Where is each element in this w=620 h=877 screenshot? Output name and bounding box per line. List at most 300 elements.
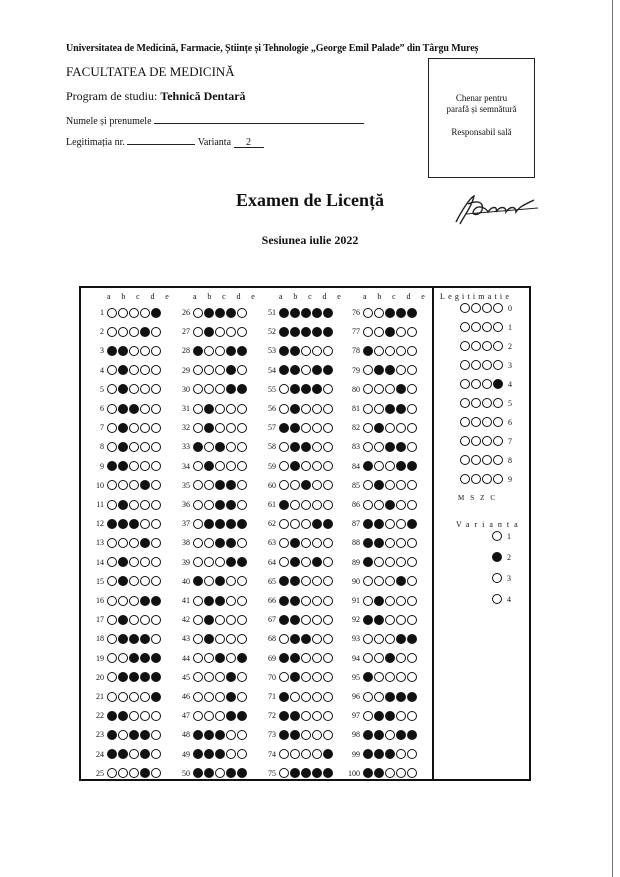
answer-bubble[interactable] — [312, 365, 322, 375]
answer-bubble[interactable] — [323, 576, 333, 586]
answer-bubble[interactable] — [407, 480, 417, 490]
answer-bubble[interactable] — [323, 730, 333, 740]
answer-bubble[interactable] — [193, 404, 203, 414]
answer-bubble[interactable] — [151, 404, 161, 414]
answer-bubble[interactable] — [301, 576, 311, 586]
answer-bubble[interactable] — [374, 768, 384, 778]
answer-bubble[interactable] — [118, 596, 128, 606]
answer-bubble[interactable] — [407, 461, 417, 471]
answer-bubble[interactable] — [193, 653, 203, 663]
answer-bubble[interactable] — [385, 423, 395, 433]
answer-bubble[interactable] — [204, 653, 214, 663]
answer-bubble[interactable] — [374, 692, 384, 702]
answer-bubble[interactable] — [151, 576, 161, 586]
answer-bubble[interactable] — [396, 423, 406, 433]
answer-bubble[interactable] — [226, 442, 236, 452]
answer-bubble[interactable] — [226, 576, 236, 586]
answer-bubble[interactable] — [118, 615, 128, 625]
answer-bubble[interactable] — [140, 404, 150, 414]
answer-bubble[interactable] — [193, 557, 203, 567]
answer-bubble[interactable] — [301, 653, 311, 663]
answer-bubble[interactable] — [374, 365, 384, 375]
answer-bubble[interactable] — [107, 538, 117, 548]
legitimatie-bubble[interactable] — [471, 455, 481, 465]
legitimatie-bubble[interactable] — [493, 322, 503, 332]
answer-bubble[interactable] — [374, 423, 384, 433]
answer-bubble[interactable] — [215, 692, 225, 702]
answer-bubble[interactable] — [107, 442, 117, 452]
answer-bubble[interactable] — [226, 538, 236, 548]
answer-bubble[interactable] — [407, 538, 417, 548]
answer-bubble[interactable] — [151, 365, 161, 375]
answer-bubble[interactable] — [204, 384, 214, 394]
answer-bubble[interactable] — [363, 711, 373, 721]
answer-bubble[interactable] — [215, 711, 225, 721]
answer-bubble[interactable] — [396, 404, 406, 414]
answer-bubble[interactable] — [129, 768, 139, 778]
answer-bubble[interactable] — [226, 308, 236, 318]
answer-bubble[interactable] — [140, 711, 150, 721]
answer-bubble[interactable] — [323, 672, 333, 682]
answer-bubble[interactable] — [312, 480, 322, 490]
answer-bubble[interactable] — [226, 749, 236, 759]
answer-bubble[interactable] — [312, 653, 322, 663]
answer-bubble[interactable] — [151, 519, 161, 529]
answer-bubble[interactable] — [129, 327, 139, 337]
answer-bubble[interactable] — [290, 519, 300, 529]
answer-bubble[interactable] — [279, 538, 289, 548]
answer-bubble[interactable] — [129, 404, 139, 414]
answer-bubble[interactable] — [374, 480, 384, 490]
answer-bubble[interactable] — [140, 615, 150, 625]
legitimatie-bubble[interactable] — [493, 341, 503, 351]
answer-bubble[interactable] — [129, 461, 139, 471]
answer-bubble[interactable] — [279, 404, 289, 414]
answer-bubble[interactable] — [290, 346, 300, 356]
answer-bubble[interactable] — [118, 404, 128, 414]
answer-bubble[interactable] — [407, 615, 417, 625]
answer-bubble[interactable] — [301, 596, 311, 606]
answer-bubble[interactable] — [226, 480, 236, 490]
answer-bubble[interactable] — [118, 327, 128, 337]
answer-bubble[interactable] — [396, 308, 406, 318]
answer-bubble[interactable] — [151, 711, 161, 721]
answer-bubble[interactable] — [204, 519, 214, 529]
answer-bubble[interactable] — [363, 538, 373, 548]
answer-bubble[interactable] — [301, 749, 311, 759]
answer-bubble[interactable] — [323, 615, 333, 625]
answer-bubble[interactable] — [129, 500, 139, 510]
answer-bubble[interactable] — [279, 384, 289, 394]
answer-bubble[interactable] — [396, 672, 406, 682]
answer-bubble[interactable] — [204, 423, 214, 433]
answer-bubble[interactable] — [407, 308, 417, 318]
answer-bubble[interactable] — [290, 768, 300, 778]
answer-bubble[interactable] — [323, 653, 333, 663]
answer-bubble[interactable] — [396, 538, 406, 548]
legitimatie-bubble[interactable] — [493, 417, 503, 427]
answer-bubble[interactable] — [151, 423, 161, 433]
legitimatie-bubble[interactable] — [471, 341, 481, 351]
answer-bubble[interactable] — [312, 596, 322, 606]
varianta-bubble[interactable] — [492, 531, 502, 541]
answer-bubble[interactable] — [363, 596, 373, 606]
answer-bubble[interactable] — [396, 365, 406, 375]
answer-bubble[interactable] — [237, 596, 247, 606]
answer-bubble[interactable] — [107, 615, 117, 625]
answer-bubble[interactable] — [301, 442, 311, 452]
answer-bubble[interactable] — [204, 730, 214, 740]
answer-bubble[interactable] — [140, 480, 150, 490]
answer-bubble[interactable] — [107, 480, 117, 490]
answer-bubble[interactable] — [323, 557, 333, 567]
answer-bubble[interactable] — [118, 423, 128, 433]
answer-bubble[interactable] — [301, 346, 311, 356]
answer-bubble[interactable] — [193, 768, 203, 778]
answer-bubble[interactable] — [323, 634, 333, 644]
answer-bubble[interactable] — [107, 346, 117, 356]
answer-bubble[interactable] — [279, 768, 289, 778]
answer-bubble[interactable] — [118, 365, 128, 375]
answer-bubble[interactable] — [118, 749, 128, 759]
answer-bubble[interactable] — [193, 500, 203, 510]
legitimatie-bubble[interactable] — [493, 436, 503, 446]
answer-bubble[interactable] — [151, 749, 161, 759]
answer-bubble[interactable] — [204, 365, 214, 375]
legitimatie-bubble[interactable] — [460, 436, 470, 446]
legitimatie-bubble[interactable] — [471, 360, 481, 370]
answer-bubble[interactable] — [237, 404, 247, 414]
answer-bubble[interactable] — [237, 327, 247, 337]
answer-bubble[interactable] — [363, 557, 373, 567]
answer-bubble[interactable] — [290, 538, 300, 548]
answer-bubble[interactable] — [279, 672, 289, 682]
answer-bubble[interactable] — [279, 615, 289, 625]
answer-bubble[interactable] — [129, 557, 139, 567]
answer-bubble[interactable] — [323, 442, 333, 452]
answer-bubble[interactable] — [237, 423, 247, 433]
answer-bubble[interactable] — [396, 730, 406, 740]
legitimatie-bubble[interactable] — [471, 398, 481, 408]
answer-bubble[interactable] — [301, 519, 311, 529]
answer-bubble[interactable] — [129, 653, 139, 663]
answer-bubble[interactable] — [107, 576, 117, 586]
answer-bubble[interactable] — [237, 500, 247, 510]
answer-bubble[interactable] — [407, 557, 417, 567]
answer-bubble[interactable] — [301, 692, 311, 702]
answer-bubble[interactable] — [140, 500, 150, 510]
answer-bubble[interactable] — [237, 384, 247, 394]
answer-bubble[interactable] — [407, 749, 417, 759]
answer-bubble[interactable] — [226, 384, 236, 394]
answer-bubble[interactable] — [279, 692, 289, 702]
answer-bubble[interactable] — [151, 730, 161, 740]
answer-bubble[interactable] — [374, 519, 384, 529]
answer-bubble[interactable] — [237, 519, 247, 529]
answer-bubble[interactable] — [323, 346, 333, 356]
answer-bubble[interactable] — [290, 653, 300, 663]
answer-bubble[interactable] — [396, 749, 406, 759]
answer-bubble[interactable] — [396, 500, 406, 510]
answer-bubble[interactable] — [323, 538, 333, 548]
answer-bubble[interactable] — [363, 308, 373, 318]
answer-bubble[interactable] — [204, 461, 214, 471]
answer-bubble[interactable] — [118, 442, 128, 452]
answer-bubble[interactable] — [290, 596, 300, 606]
legitimatie-bubble[interactable] — [482, 398, 492, 408]
varianta-bubble[interactable] — [492, 594, 502, 604]
answer-bubble[interactable] — [301, 634, 311, 644]
answer-bubble[interactable] — [301, 423, 311, 433]
answer-bubble[interactable] — [193, 461, 203, 471]
answer-bubble[interactable] — [301, 730, 311, 740]
legitimatie-bubble[interactable] — [471, 379, 481, 389]
answer-bubble[interactable] — [407, 327, 417, 337]
answer-bubble[interactable] — [129, 538, 139, 548]
answer-bubble[interactable] — [107, 749, 117, 759]
answer-bubble[interactable] — [323, 480, 333, 490]
answer-bubble[interactable] — [290, 576, 300, 586]
variant-input-line[interactable] — [234, 137, 264, 148]
answer-bubble[interactable] — [151, 538, 161, 548]
answer-bubble[interactable] — [301, 404, 311, 414]
answer-bubble[interactable] — [129, 365, 139, 375]
answer-bubble[interactable] — [374, 308, 384, 318]
answer-bubble[interactable] — [396, 346, 406, 356]
answer-bubble[interactable] — [237, 615, 247, 625]
answer-bubble[interactable] — [312, 384, 322, 394]
answer-bubble[interactable] — [118, 634, 128, 644]
answer-bubble[interactable] — [290, 634, 300, 644]
answer-bubble[interactable] — [237, 576, 247, 586]
answer-bubble[interactable] — [396, 692, 406, 702]
legitimatie-bubble[interactable] — [471, 417, 481, 427]
answer-bubble[interactable] — [129, 308, 139, 318]
answer-bubble[interactable] — [193, 519, 203, 529]
answer-bubble[interactable] — [215, 596, 225, 606]
answer-bubble[interactable] — [204, 557, 214, 567]
answer-bubble[interactable] — [118, 692, 128, 702]
answer-bubble[interactable] — [118, 576, 128, 586]
answer-bubble[interactable] — [193, 634, 203, 644]
answer-bubble[interactable] — [237, 557, 247, 567]
legitimatie-bubble[interactable] — [482, 360, 492, 370]
answer-bubble[interactable] — [107, 634, 117, 644]
answer-bubble[interactable] — [396, 634, 406, 644]
answer-bubble[interactable] — [407, 672, 417, 682]
answer-bubble[interactable] — [107, 461, 117, 471]
answer-bubble[interactable] — [396, 461, 406, 471]
answer-bubble[interactable] — [374, 384, 384, 394]
answer-bubble[interactable] — [204, 692, 214, 702]
name-field[interactable] — [66, 113, 364, 127]
answer-bubble[interactable] — [385, 692, 395, 702]
answer-bubble[interactable] — [407, 692, 417, 702]
varianta-bubble[interactable] — [492, 573, 502, 583]
answer-bubble[interactable] — [374, 711, 384, 721]
answer-bubble[interactable] — [140, 365, 150, 375]
legitimatie-bubble[interactable] — [482, 379, 492, 389]
answer-bubble[interactable] — [374, 557, 384, 567]
answer-bubble[interactable] — [312, 404, 322, 414]
legitimatie-bubble[interactable] — [471, 436, 481, 446]
answer-bubble[interactable] — [129, 519, 139, 529]
answer-bubble[interactable] — [118, 730, 128, 740]
answer-bubble[interactable] — [363, 730, 373, 740]
answer-bubble[interactable] — [204, 634, 214, 644]
answer-bubble[interactable] — [363, 442, 373, 452]
answer-bubble[interactable] — [323, 404, 333, 414]
answer-bubble[interactable] — [151, 672, 161, 682]
answer-bubble[interactable] — [396, 576, 406, 586]
answer-bubble[interactable] — [396, 711, 406, 721]
answer-bubble[interactable] — [107, 365, 117, 375]
legitimatie-bubble[interactable] — [460, 455, 470, 465]
answer-bubble[interactable] — [407, 519, 417, 529]
answer-bubble[interactable] — [215, 461, 225, 471]
answer-bubble[interactable] — [312, 461, 322, 471]
answer-bubble[interactable] — [193, 365, 203, 375]
answer-bubble[interactable] — [107, 768, 117, 778]
answer-bubble[interactable] — [312, 692, 322, 702]
answer-bubble[interactable] — [140, 327, 150, 337]
answer-bubble[interactable] — [129, 596, 139, 606]
answer-bubble[interactable] — [226, 672, 236, 682]
answer-bubble[interactable] — [385, 442, 395, 452]
answer-bubble[interactable] — [407, 365, 417, 375]
legitimatie-bubble[interactable] — [471, 322, 481, 332]
answer-bubble[interactable] — [407, 596, 417, 606]
answer-bubble[interactable] — [323, 596, 333, 606]
answer-bubble[interactable] — [204, 480, 214, 490]
answer-bubble[interactable] — [385, 480, 395, 490]
answer-bubble[interactable] — [312, 576, 322, 586]
answer-bubble[interactable] — [226, 346, 236, 356]
answer-bubble[interactable] — [396, 596, 406, 606]
answer-bubble[interactable] — [237, 442, 247, 452]
answer-bubble[interactable] — [215, 404, 225, 414]
id-input-line[interactable] — [127, 134, 195, 145]
answer-bubble[interactable] — [363, 749, 373, 759]
answer-bubble[interactable] — [301, 672, 311, 682]
answer-bubble[interactable] — [385, 634, 395, 644]
answer-bubble[interactable] — [279, 576, 289, 586]
legitimatie-bubble[interactable] — [493, 379, 503, 389]
answer-bubble[interactable] — [140, 346, 150, 356]
answer-bubble[interactable] — [215, 442, 225, 452]
answer-bubble[interactable] — [385, 576, 395, 586]
answer-bubble[interactable] — [226, 653, 236, 663]
answer-bubble[interactable] — [407, 576, 417, 586]
answer-bubble[interactable] — [374, 730, 384, 740]
answer-bubble[interactable] — [107, 308, 117, 318]
answer-bubble[interactable] — [407, 653, 417, 663]
answer-bubble[interactable] — [301, 384, 311, 394]
answer-bubble[interactable] — [129, 711, 139, 721]
answer-bubble[interactable] — [215, 634, 225, 644]
legitimatie-bubble[interactable] — [493, 398, 503, 408]
legitimatie-bubble[interactable] — [460, 417, 470, 427]
answer-bubble[interactable] — [204, 711, 214, 721]
answer-bubble[interactable] — [118, 384, 128, 394]
answer-bubble[interactable] — [290, 384, 300, 394]
answer-bubble[interactable] — [193, 538, 203, 548]
answer-bubble[interactable] — [215, 672, 225, 682]
answer-bubble[interactable] — [140, 730, 150, 740]
answer-bubble[interactable] — [290, 500, 300, 510]
answer-bubble[interactable] — [129, 384, 139, 394]
answer-bubble[interactable] — [290, 365, 300, 375]
answer-bubble[interactable] — [226, 327, 236, 337]
answer-bubble[interactable] — [407, 384, 417, 394]
answer-bubble[interactable] — [396, 653, 406, 663]
id-field[interactable] — [66, 134, 264, 148]
answer-bubble[interactable] — [407, 423, 417, 433]
answer-bubble[interactable] — [215, 423, 225, 433]
answer-bubble[interactable] — [363, 519, 373, 529]
answer-bubble[interactable] — [193, 692, 203, 702]
legitimatie-bubble[interactable] — [482, 417, 492, 427]
legitimatie-bubble[interactable] — [493, 474, 503, 484]
answer-bubble[interactable] — [279, 442, 289, 452]
answer-bubble[interactable] — [301, 327, 311, 337]
answer-bubble[interactable] — [363, 576, 373, 586]
answer-bubble[interactable] — [407, 768, 417, 778]
answer-bubble[interactable] — [290, 749, 300, 759]
answer-bubble[interactable] — [193, 672, 203, 682]
answer-bubble[interactable] — [396, 384, 406, 394]
answer-bubble[interactable] — [140, 634, 150, 644]
answer-bubble[interactable] — [140, 672, 150, 682]
answer-bubble[interactable] — [215, 327, 225, 337]
answer-bubble[interactable] — [204, 749, 214, 759]
answer-bubble[interactable] — [129, 692, 139, 702]
answer-bubble[interactable] — [374, 749, 384, 759]
answer-bubble[interactable] — [385, 653, 395, 663]
answer-bubble[interactable] — [385, 500, 395, 510]
answer-bubble[interactable] — [290, 711, 300, 721]
answer-bubble[interactable] — [279, 749, 289, 759]
answer-bubble[interactable] — [385, 711, 395, 721]
answer-bubble[interactable] — [193, 730, 203, 740]
answer-bubble[interactable] — [151, 768, 161, 778]
answer-bubble[interactable] — [118, 308, 128, 318]
answer-bubble[interactable] — [407, 500, 417, 510]
legitimatie-bubble[interactable] — [482, 455, 492, 465]
answer-bubble[interactable] — [204, 672, 214, 682]
legitimatie-bubble[interactable] — [460, 303, 470, 313]
answer-bubble[interactable] — [290, 480, 300, 490]
answer-bubble[interactable] — [237, 672, 247, 682]
answer-bubble[interactable] — [129, 615, 139, 625]
answer-bubble[interactable] — [193, 615, 203, 625]
answer-bubble[interactable] — [323, 384, 333, 394]
answer-bubble[interactable] — [385, 327, 395, 337]
answer-bubble[interactable] — [279, 365, 289, 375]
answer-bubble[interactable] — [279, 596, 289, 606]
answer-bubble[interactable] — [215, 576, 225, 586]
answer-bubble[interactable] — [226, 596, 236, 606]
answer-bubble[interactable] — [204, 596, 214, 606]
answer-bubble[interactable] — [385, 557, 395, 567]
answer-bubble[interactable] — [385, 404, 395, 414]
answer-bubble[interactable] — [118, 519, 128, 529]
answer-bubble[interactable] — [385, 730, 395, 740]
answer-bubble[interactable] — [396, 768, 406, 778]
answer-bubble[interactable] — [279, 557, 289, 567]
answer-bubble[interactable] — [226, 634, 236, 644]
answer-bubble[interactable] — [129, 423, 139, 433]
